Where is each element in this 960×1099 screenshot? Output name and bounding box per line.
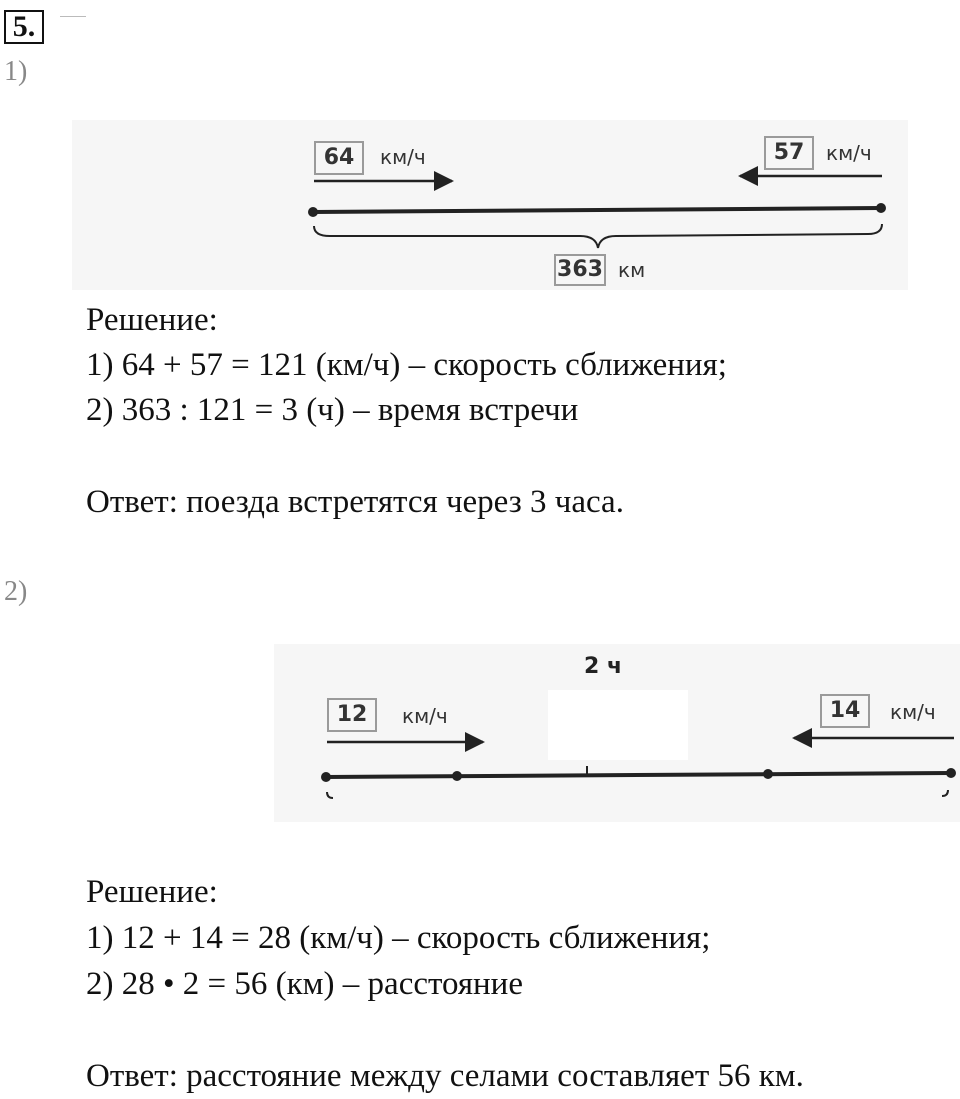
part2-right-unit: км/ч [890, 700, 936, 724]
part2-left-position [452, 771, 462, 781]
part1-step-2: 2) 363 : 121 = 3 (ч) – время встречи [86, 392, 579, 428]
part2-brace-right [942, 790, 948, 796]
part1-label: 1) [4, 56, 28, 87]
part2-label: 2) [4, 576, 28, 607]
part1-road-line [313, 208, 881, 212]
part1-left-unit: км/ч [380, 145, 426, 169]
part2-answer: Ответ: расстояние между селами составляет 56 км. [86, 1058, 804, 1094]
part2-step-1: 1) 12 + 14 = 28 (км/ч) – скорость сближения; [86, 920, 711, 956]
part1-left-speed: 64 [314, 141, 364, 175]
part2-right-speed: 14 [820, 694, 870, 728]
part1-distance: 363 [554, 254, 606, 286]
part2-brace-left [327, 792, 333, 798]
part2-step-2: 2) 28 • 2 = 56 (км) – расстояние [86, 966, 523, 1002]
part2-left-unit: км/ч [402, 704, 448, 728]
part1-left-point [308, 207, 318, 217]
part1-distance-unit: км [618, 258, 646, 282]
part1-step-1: 1) 64 + 57 = 121 (км/ч) – скорость сближения; [86, 347, 727, 383]
part1-right-point [876, 203, 886, 213]
part1-answer: Ответ: поезда встретятся через 3 часа. [86, 484, 624, 520]
part1-right-speed: 57 [764, 136, 814, 170]
part1-segment-drawing [0, 0, 960, 300]
part2-left-village [321, 772, 331, 782]
part2-solution-title: Решение: [86, 874, 218, 910]
part2-time: 2 ч [584, 654, 623, 679]
task-number: 5. [4, 10, 44, 44]
part2-right-position [763, 769, 773, 779]
part2-left-speed: 12 [327, 698, 377, 732]
part2-right-village [946, 768, 956, 778]
part2-road-line [326, 773, 951, 777]
part2-segment-drawing [0, 600, 960, 820]
part1-distance-brace [314, 224, 882, 248]
part1-right-unit: км/ч [826, 141, 872, 165]
part1-solution-title: Решение: [86, 302, 218, 338]
